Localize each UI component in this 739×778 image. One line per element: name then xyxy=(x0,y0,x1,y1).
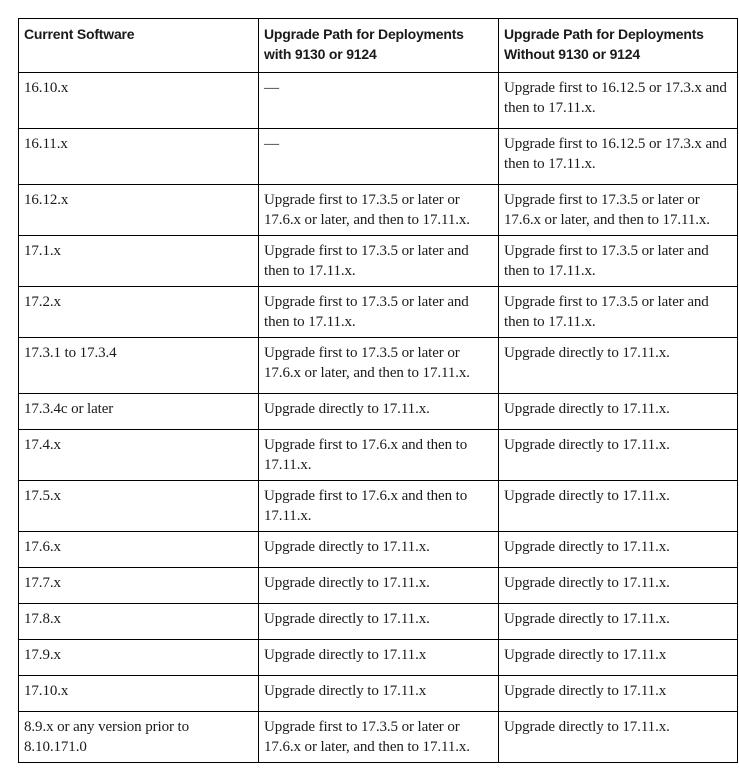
header-upgrade-path-without: Upgrade Path for Deployments Without 9130 or 9124 xyxy=(499,19,738,73)
cell-upgrade-path-without: Upgrade first to 17.3.5 or later and then to 17.11.x. xyxy=(499,287,738,338)
table-row xyxy=(19,430,738,481)
cell-upgrade-path-with: Upgrade first to 17.3.5 or later and then to 17.11.x. xyxy=(259,236,499,287)
cell-upgrade-path-without: Upgrade directly to 17.11.x. xyxy=(499,481,738,532)
cell-upgrade-path-with: Upgrade first to 17.3.5 or later and then to 17.11.x. xyxy=(259,287,499,338)
table-row xyxy=(19,73,738,129)
table-row xyxy=(19,640,738,676)
cell-upgrade-path-with: Upgrade directly to 17.11.x. xyxy=(259,568,499,604)
header-current-software: Current Software xyxy=(19,19,259,73)
upgrade-path-table xyxy=(18,18,738,763)
cell-upgrade-path-with: Upgrade first to 17.6.x and then to 17.11.x. xyxy=(259,430,499,481)
table-row xyxy=(19,712,738,763)
cell-upgrade-path-without: Upgrade directly to 17.11.x xyxy=(499,676,738,712)
cell-current-software: 17.8.x xyxy=(19,604,259,640)
table-row xyxy=(19,287,738,338)
cell-upgrade-path-without: Upgrade first to 17.3.5 or later or 17.6.x or later, and then to 17.11.x. xyxy=(499,185,738,236)
cell-upgrade-path-without: Upgrade first to 17.3.5 or later and then to 17.11.x. xyxy=(499,236,738,287)
cell-current-software: 17.7.x xyxy=(19,568,259,604)
cell-upgrade-path-with: — xyxy=(259,73,499,129)
table-row xyxy=(19,185,738,236)
cell-upgrade-path-with: Upgrade first to 17.6.x and then to 17.11.x. xyxy=(259,481,499,532)
table-row xyxy=(19,236,738,287)
cell-current-software: 17.4.x xyxy=(19,430,259,481)
table-row xyxy=(19,338,738,394)
cell-upgrade-path-with: Upgrade directly to 17.11.x. xyxy=(259,394,499,430)
cell-upgrade-path-without: Upgrade directly to 17.11.x. xyxy=(499,604,738,640)
cell-upgrade-path-with: Upgrade directly to 17.11.x. xyxy=(259,604,499,640)
cell-upgrade-path-without: Upgrade directly to 17.11.x. xyxy=(499,568,738,604)
cell-current-software: 17.9.x xyxy=(19,640,259,676)
cell-upgrade-path-without: Upgrade first to 16.12.5 or 17.3.x and then to 17.11.x. xyxy=(499,73,738,129)
cell-upgrade-path-with: Upgrade directly to 17.11.x. xyxy=(259,532,499,568)
table-row xyxy=(19,481,738,532)
cell-upgrade-path-without: Upgrade directly to 17.11.x. xyxy=(499,712,738,763)
cell-current-software: 17.10.x xyxy=(19,676,259,712)
cell-upgrade-path-with: Upgrade directly to 17.11.x xyxy=(259,640,499,676)
table-row xyxy=(19,604,738,640)
header-upgrade-path-with: Upgrade Path for Deployments with 9130 or 9124 xyxy=(259,19,499,73)
table-row xyxy=(19,676,738,712)
cell-upgrade-path-with: Upgrade first to 17.3.5 or later or 17.6.x or later, and then to 17.11.x. xyxy=(259,712,499,763)
cell-current-software: 17.3.1 to 17.3.4 xyxy=(19,338,259,394)
cell-current-software: 17.6.x xyxy=(19,532,259,568)
cell-current-software: 17.1.x xyxy=(19,236,259,287)
cell-current-software: 16.10.x xyxy=(19,73,259,129)
cell-current-software: 8.9.x or any version prior to 8.10.171.0 xyxy=(19,712,259,763)
cell-upgrade-path-without: Upgrade directly to 17.11.x xyxy=(499,640,738,676)
cell-upgrade-path-without: Upgrade first to 16.12.5 or 17.3.x and then to 17.11.x. xyxy=(499,129,738,185)
cell-upgrade-path-without: Upgrade directly to 17.11.x. xyxy=(499,394,738,430)
cell-upgrade-path-with: Upgrade first to 17.3.5 or later or 17.6.x or later, and then to 17.11.x. xyxy=(259,185,499,236)
cell-upgrade-path-without: Upgrade directly to 17.11.x. xyxy=(499,430,738,481)
table-row xyxy=(19,129,738,185)
cell-current-software: 17.3.4c or later xyxy=(19,394,259,430)
cell-upgrade-path-without: Upgrade directly to 17.11.x. xyxy=(499,338,738,394)
cell-upgrade-path-with: Upgrade directly to 17.11.x xyxy=(259,676,499,712)
cell-current-software: 16.11.x xyxy=(19,129,259,185)
table-row xyxy=(19,394,738,430)
cell-current-software: 16.12.x xyxy=(19,185,259,236)
cell-upgrade-path-with: Upgrade first to 17.3.5 or later or 17.6.x or later, and then to 17.11.x. xyxy=(259,338,499,394)
table-row xyxy=(19,532,738,568)
cell-current-software: 17.5.x xyxy=(19,481,259,532)
table-row xyxy=(19,568,738,604)
cell-upgrade-path-with: — xyxy=(259,129,499,185)
cell-upgrade-path-without: Upgrade directly to 17.11.x. xyxy=(499,532,738,568)
table-header-row xyxy=(19,19,738,73)
cell-current-software: 17.2.x xyxy=(19,287,259,338)
